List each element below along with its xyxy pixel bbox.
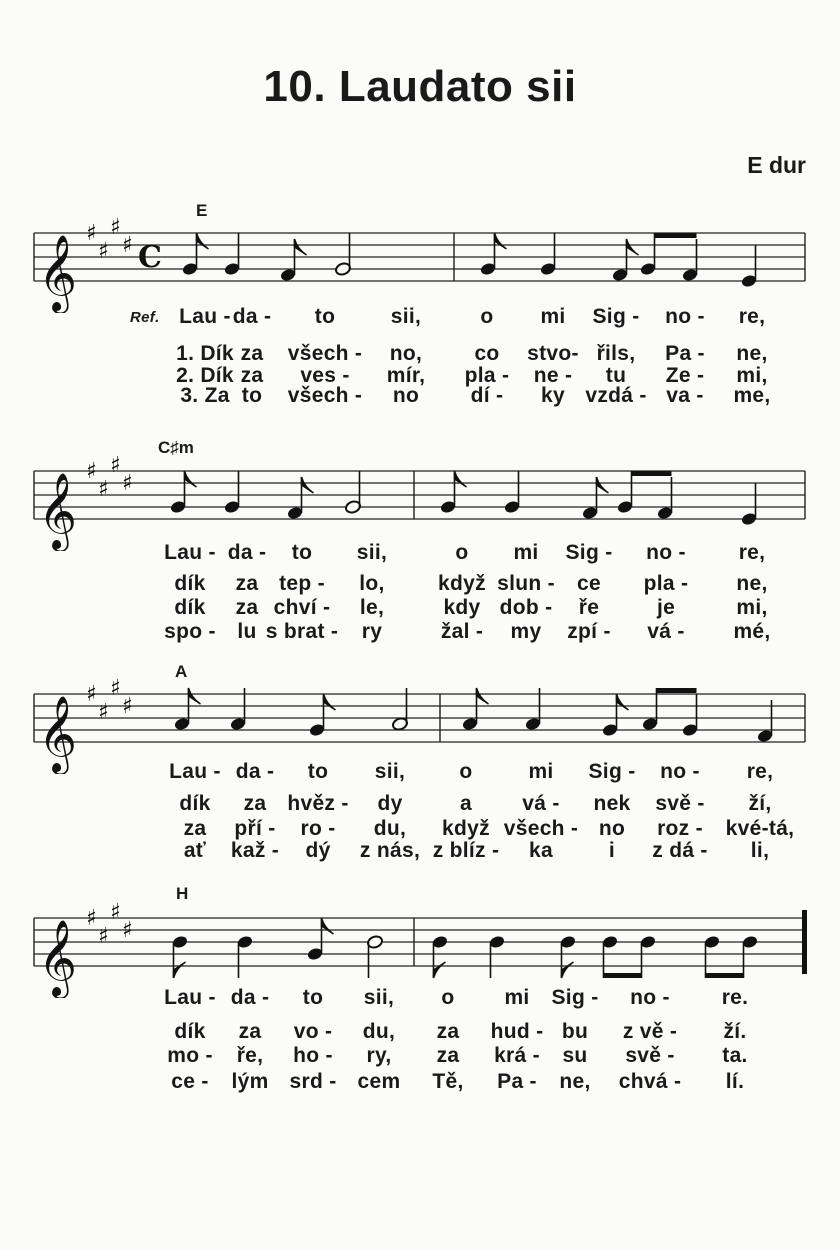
lyric-syllable: ro -: [300, 817, 336, 840]
note-flag: [597, 477, 609, 493]
lyric-syllable: vá -: [522, 792, 560, 815]
lyric-syllable: vá -: [647, 620, 685, 643]
lyric-syllable: dí -: [470, 384, 504, 407]
lyric-syllable: mi: [528, 760, 554, 783]
lyric-syllable: ne -: [533, 364, 573, 387]
lyric-syllable: Pa -: [665, 342, 705, 365]
song-title: 10. Laudato sii: [263, 62, 577, 111]
lyric-syllable: ho -: [293, 1044, 333, 1067]
sharp-icon: ♯: [110, 215, 121, 240]
lyric-syllable: tu: [605, 364, 627, 387]
note-flag: [185, 471, 197, 487]
lyric-syllable: da -: [235, 760, 275, 783]
lyric-syllable: sii,: [374, 760, 406, 783]
lyric-syllable: za: [235, 596, 259, 619]
note-beam: [604, 973, 642, 978]
note-flag: [617, 694, 629, 710]
lyric-syllable: mír,: [386, 364, 426, 387]
final-barline: [802, 910, 807, 974]
sharp-icon: ♯: [98, 924, 109, 949]
staff: [0, 888, 840, 998]
lyric-syllable: no -: [665, 305, 705, 328]
lyric-syllable: za: [243, 792, 267, 815]
lyric-syllable: dy: [377, 792, 403, 815]
lyric-syllable: mo -: [167, 1044, 213, 1067]
lyric-syllable: re,: [738, 541, 766, 564]
lyric-syllable: re,: [738, 305, 766, 328]
chord-symbol: A: [175, 662, 188, 681]
lyric-syllable: no,: [389, 342, 423, 365]
lyric-syllable: o: [441, 986, 455, 1009]
lyric-syllable: me,: [733, 384, 771, 407]
lyric-syllable: va -: [666, 384, 704, 407]
lyric-syllable: o: [480, 305, 494, 328]
sharp-icon: ♯: [110, 900, 121, 925]
lyric-syllable: všech -: [503, 817, 579, 840]
chord-symbol: H: [176, 884, 189, 903]
lyric-syllable: z nás,: [359, 839, 421, 862]
lyric-syllable: kaž -: [230, 839, 280, 862]
common-time-icon: C: [138, 240, 162, 275]
lyric-syllable: ží,: [748, 792, 772, 815]
lyric-syllable: ře,: [236, 1044, 264, 1067]
lyric-syllable: za: [235, 572, 259, 595]
lyric-syllable: da -: [232, 305, 272, 328]
lyric-syllable: dík: [174, 572, 206, 595]
key-signature-label: E dur: [747, 152, 806, 178]
lyric-syllable: ka: [529, 839, 553, 862]
sharp-icon: ♯: [98, 477, 109, 502]
lyric-syllable: Lau -: [179, 305, 231, 328]
lyric-syllable: lým: [231, 1070, 269, 1093]
lyric-syllable: za: [436, 1044, 460, 1067]
lyric-syllable: ky: [541, 384, 565, 407]
note-flag: [562, 962, 574, 978]
lyric-syllable: ves -: [300, 364, 350, 387]
lyric-syllable: vzdá -: [585, 384, 647, 407]
lyric-syllable: Ze -: [665, 364, 705, 387]
lyric-syllable: 3. Za: [180, 384, 230, 407]
lyric-syllable: za: [240, 342, 264, 365]
lyric-line: [0, 305, 840, 331]
lyric-syllable: hud -: [490, 1020, 544, 1043]
lyric-syllable: spo -: [164, 620, 216, 643]
sharp-icon: ♯: [122, 233, 133, 258]
note-flag: [197, 233, 209, 249]
lyric-syllable: no: [598, 817, 626, 840]
staff: [0, 441, 840, 551]
lyric-line: [0, 839, 840, 865]
lyric-line: [0, 986, 840, 1012]
note-flag: [322, 918, 334, 934]
treble-clef-icon: 𝄞: [38, 695, 78, 772]
lyric-syllable: ry: [361, 620, 383, 643]
sharp-icon: ♯: [86, 682, 97, 707]
lyric-syllable: vo -: [293, 1020, 333, 1043]
lyric-syllable: za: [436, 1020, 460, 1043]
chord-symbol: E: [196, 201, 208, 220]
lyric-syllable: no -: [630, 986, 670, 1009]
lyric-syllable: no -: [646, 541, 686, 564]
lyric-syllable: řils,: [596, 342, 636, 365]
lyric-syllable: co: [474, 342, 500, 365]
lyric-syllable: chvá -: [618, 1070, 682, 1093]
lyric-line: [0, 384, 840, 410]
lyric-syllable: krá -: [494, 1044, 540, 1067]
lyric-syllable: du,: [373, 817, 407, 840]
lyric-syllable: no -: [660, 760, 700, 783]
lyric-syllable: pla -: [643, 572, 689, 595]
lyric-syllable: to: [307, 760, 329, 783]
lyric-syllable: Sig -: [565, 541, 613, 564]
lyric-syllable: slun -: [497, 572, 555, 595]
sharp-icon: ♯: [86, 906, 97, 931]
note-flag: [434, 962, 446, 978]
sharp-icon: ♯: [122, 471, 133, 496]
lyric-syllable: kvé-tá,: [725, 817, 795, 840]
note-beam: [655, 233, 697, 238]
lyric-syllable: da -: [230, 986, 270, 1009]
lyric-line: [0, 760, 840, 786]
lyric-syllable: mi,: [736, 364, 768, 387]
lyric-syllable: li,: [750, 839, 770, 862]
lyric-syllable: sii,: [356, 541, 388, 564]
sharp-icon: ♯: [86, 221, 97, 246]
chord-symbol: C♯m: [158, 438, 194, 457]
lyric-syllable: lu: [237, 620, 257, 643]
lyric-syllable: pla -: [464, 364, 510, 387]
lyric-syllable: to: [291, 541, 313, 564]
lyric-line: [0, 792, 840, 818]
lyric-syllable: dík: [179, 792, 211, 815]
lyric-syllable: re.: [721, 986, 749, 1009]
sharp-icon: ♯: [98, 239, 109, 264]
lyric-syllable: za: [240, 364, 264, 387]
lyric-syllable: když: [442, 817, 490, 840]
sharp-icon: ♯: [98, 700, 109, 725]
lyric-syllable: Lau -: [164, 541, 216, 564]
lyric-syllable: my: [510, 620, 542, 643]
note-flag: [189, 688, 201, 704]
lyric-syllable: 1. Dík: [176, 342, 234, 365]
lyric-syllable: ne,: [736, 342, 768, 365]
lyric-syllable: ne,: [736, 572, 768, 595]
lyric-syllable: dík: [174, 1020, 206, 1043]
lyric-syllable: všech -: [287, 342, 363, 365]
lyric-syllable: z blíz -: [432, 839, 500, 862]
lyric-line: [0, 1070, 840, 1096]
lyric-syllable: to: [302, 986, 324, 1009]
lyric-syllable: to: [314, 305, 336, 328]
lyric-syllable: mi,: [736, 596, 768, 619]
treble-clef-icon: 𝄞: [38, 472, 78, 549]
note-flag: [477, 688, 489, 704]
lyric-syllable: ce -: [171, 1070, 209, 1093]
sharp-icon: ♯: [110, 676, 121, 701]
lyric-syllable: svě -: [655, 792, 705, 815]
note-flag: [174, 962, 186, 978]
staff: [0, 203, 840, 313]
lyric-syllable: s brat -: [265, 620, 339, 643]
lyric-syllable: i: [608, 839, 616, 862]
lyric-line: [0, 572, 840, 598]
lyric-syllable: bu: [561, 1020, 589, 1043]
lyric-syllable: pří -: [234, 817, 276, 840]
lyric-syllable: z dá -: [652, 839, 708, 862]
lyric-syllable: hvěz -: [287, 792, 349, 815]
lyric-syllable: kdy: [443, 596, 481, 619]
sharp-icon: ♯: [122, 918, 133, 943]
note-flag: [455, 471, 467, 487]
lyric-syllable: to: [241, 384, 263, 407]
lyric-syllable: dý: [305, 839, 331, 862]
lyric-syllable: mi: [504, 986, 530, 1009]
lyric-syllable: cem: [357, 1070, 401, 1093]
lyric-syllable: ží.: [723, 1020, 747, 1043]
sharp-icon: ♯: [110, 453, 121, 478]
lyric-syllable: Tě,: [432, 1070, 464, 1093]
lyric-syllable: zpí -: [567, 620, 611, 643]
lyric-syllable: ta.: [722, 1044, 748, 1067]
lyric-syllable: Pa -: [497, 1070, 537, 1093]
lyric-line: [0, 620, 840, 646]
lyric-syllable: ře: [578, 596, 600, 619]
lyric-syllable: a: [460, 792, 472, 815]
lyric-line: [0, 596, 840, 622]
lyric-syllable: sii,: [390, 305, 422, 328]
lyric-syllable: roz -: [657, 817, 703, 840]
note-flag: [295, 239, 307, 255]
lyric-syllable: da -: [227, 541, 267, 564]
lyric-syllable: všech -: [287, 384, 363, 407]
note-beam: [706, 973, 744, 978]
note-flag: [495, 233, 507, 249]
lyric-line: [0, 541, 840, 567]
lyric-line: [0, 1044, 840, 1070]
lyric-syllable: dob -: [499, 596, 553, 619]
lyric-syllable: z vě -: [622, 1020, 678, 1043]
lyric-syllable: za: [183, 817, 207, 840]
note-flag: [324, 694, 336, 710]
lyric-syllable: srd -: [289, 1070, 337, 1093]
sharp-icon: ♯: [86, 459, 97, 484]
sharp-icon: ♯: [122, 694, 133, 719]
lyric-syllable: nek: [593, 792, 631, 815]
lyric-syllable: ne,: [559, 1070, 591, 1093]
lyric-syllable: o: [455, 541, 469, 564]
lyric-syllable: le,: [359, 596, 385, 619]
lyric-syllable: chví -: [273, 596, 331, 619]
lyric-line: [0, 1020, 840, 1046]
lyric-syllable: mé,: [733, 620, 771, 643]
lyric-syllable: za: [238, 1020, 262, 1043]
staff: [0, 664, 840, 774]
lyric-syllable: žal -: [440, 620, 484, 643]
lyric-syllable: když: [438, 572, 486, 595]
lyric-syllable: re,: [746, 760, 774, 783]
lyric-syllable: mi: [513, 541, 539, 564]
note-beam: [657, 688, 697, 693]
lyric-syllable: Sig -: [592, 305, 640, 328]
note-beam: [632, 471, 672, 476]
refrain-label: Ref.: [130, 309, 160, 326]
lyric-syllable: ce: [577, 572, 601, 595]
lyric-syllable: Sig -: [588, 760, 636, 783]
lyric-syllable: su: [562, 1044, 588, 1067]
lyric-syllable: lí.: [725, 1070, 745, 1093]
lyric-syllable: sii,: [363, 986, 395, 1009]
note-flag: [627, 239, 639, 255]
lyric-syllable: lo,: [359, 572, 385, 595]
lyric-syllable: svě -: [625, 1044, 675, 1067]
lyric-syllable: dík: [174, 596, 206, 619]
lyric-syllable: stvo-: [527, 342, 579, 365]
lyric-syllable: Lau -: [164, 986, 216, 1009]
treble-clef-icon: 𝄞: [38, 919, 78, 996]
lyric-syllable: ať: [183, 839, 207, 862]
lyric-syllable: ry,: [366, 1044, 392, 1067]
lyric-syllable: du,: [362, 1020, 396, 1043]
note-flag: [302, 477, 314, 493]
lyric-syllable: no: [392, 384, 420, 407]
lyric-syllable: o: [459, 760, 473, 783]
treble-clef-icon: 𝄞: [38, 234, 78, 311]
lyric-syllable: mi: [540, 305, 566, 328]
lyric-syllable: Sig -: [551, 986, 599, 1009]
lyric-syllable: tep -: [279, 572, 325, 595]
lyric-syllable: Lau -: [169, 760, 221, 783]
lyric-syllable: je: [656, 596, 676, 619]
lyric-syllable: 2. Dík: [176, 364, 234, 387]
